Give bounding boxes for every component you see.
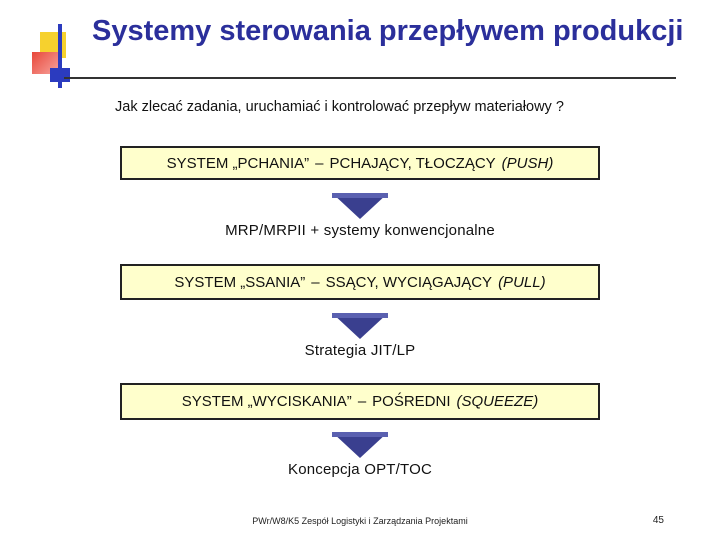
box-dash: – (315, 154, 324, 172)
down-arrow-icon (332, 193, 388, 219)
box-dash: – (357, 393, 367, 410)
push-system-box (120, 146, 600, 180)
page-number: 45 (652, 515, 664, 526)
concept-label-jit: Strategia JIT/LP (304, 342, 416, 359)
concept-label-opt: Koncepcja OPT/TOC (287, 461, 432, 478)
slide-title: Systemy sterowania przepływem produkcji (92, 15, 684, 47)
box-english-term: (PUSH) (501, 154, 554, 172)
slide-subtitle: Jak zlecać zadania, uruchamiać i kontrolować przepływ materiałowy ? (115, 99, 564, 115)
down-arrow-icon (332, 432, 388, 458)
box-description: SSĄCY, WYCIĄGAJĄCY (325, 273, 493, 291)
box-english-term: (PULL) (498, 273, 546, 291)
box-description: POŚREDNI (372, 393, 451, 410)
box-description: PCHAJĄCY, TŁOCZĄCY (329, 154, 496, 172)
box-english-term: (SQUEEZE) (456, 393, 539, 410)
box-dash: – (311, 273, 320, 291)
squeeze-system-box (120, 383, 600, 420)
slide-footer: PWr/W8/K5 Zespół Logistyki i Zarządzania Projektami (252, 516, 468, 526)
box-heading: SYSTEM „WYCISKANIA” (181, 393, 352, 410)
pull-system-box (120, 264, 600, 300)
title-underline (64, 77, 676, 79)
concept-label-mrp: MRP/MRPII + systemy konwencjonalne (225, 222, 495, 239)
down-arrow-icon (332, 313, 388, 339)
box-heading: SYSTEM „SSANIA” (174, 273, 306, 291)
decorative-blue-base (50, 68, 70, 82)
box-heading: SYSTEM „PCHANIA” (166, 154, 310, 172)
